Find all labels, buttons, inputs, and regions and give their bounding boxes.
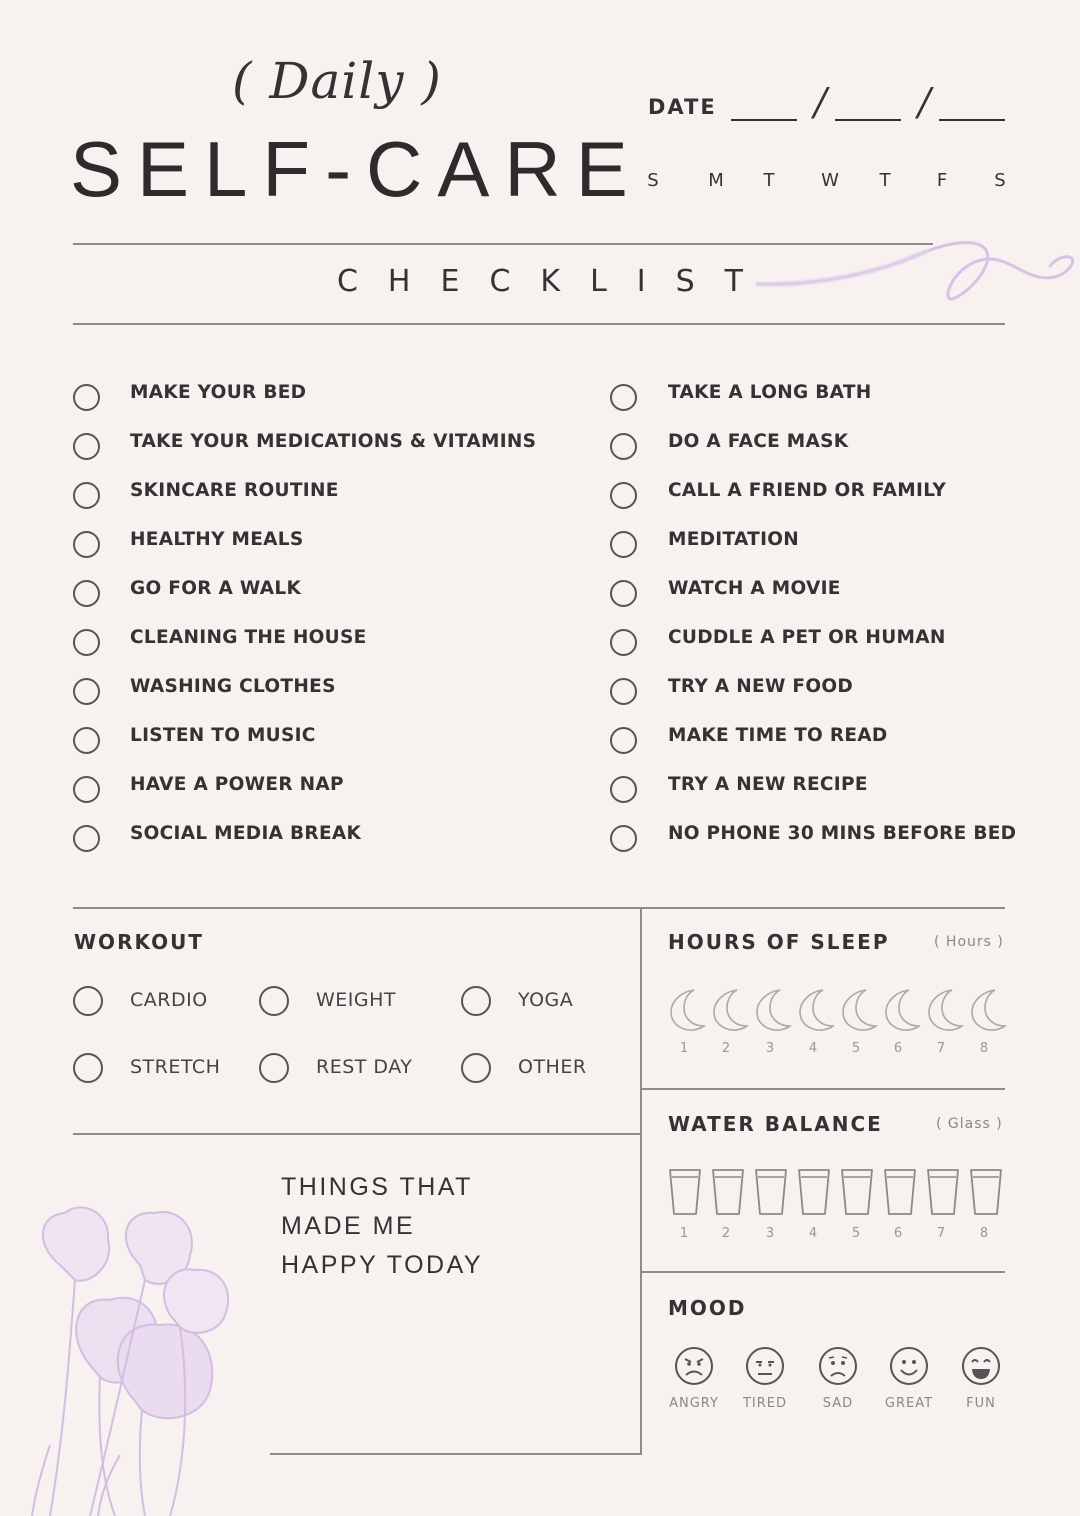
checkbox-left-1[interactable] <box>73 384 100 411</box>
workout-checkbox-stretch[interactable] <box>73 1053 103 1083</box>
checklist-item-label: TAKE YOUR MEDICATIONS & VITAMINS <box>130 431 537 452</box>
daily-heading: ( Daily ) <box>232 52 442 110</box>
glass-icon[interactable] <box>754 1168 788 1216</box>
sad-face-icon[interactable] <box>818 1346 858 1386</box>
workout-option-label: WEIGHT <box>316 989 397 1011</box>
checkbox-right-5[interactable] <box>610 580 637 607</box>
happy-today-prompt <box>281 1168 483 1285</box>
water-glass-number: 8 <box>979 1226 989 1241</box>
sleep-hour-number: 6 <box>893 1041 903 1056</box>
checklist-item-label: TRY A NEW FOOD <box>668 676 854 697</box>
crescent-moon-icon[interactable] <box>668 988 706 1032</box>
water-glass-number: 3 <box>765 1226 775 1241</box>
checkbox-right-3[interactable] <box>610 482 637 509</box>
workout-option-label: OTHER <box>518 1056 587 1078</box>
checklist-heading: CHECKLIST <box>336 264 773 299</box>
glass-icon[interactable] <box>797 1168 831 1216</box>
checkbox-right-7[interactable] <box>610 678 637 705</box>
mood-label-tired: TIRED <box>742 1396 788 1411</box>
checkbox-right-9[interactable] <box>610 776 637 803</box>
weekday-friday[interactable]: F <box>936 170 948 191</box>
water-glass-number: 1 <box>679 1226 689 1241</box>
glass-icon[interactable] <box>969 1168 1003 1216</box>
date-label: DATE <box>648 95 717 119</box>
laughing-face-icon[interactable] <box>961 1346 1001 1386</box>
water-glass-number: 7 <box>936 1226 946 1241</box>
sleep-hour-number: 4 <box>808 1041 818 1056</box>
workout-option-label: REST DAY <box>316 1056 413 1078</box>
sleep-hour-number: 2 <box>721 1041 731 1056</box>
happy-face-icon[interactable] <box>889 1346 929 1386</box>
bottom-rule-top <box>73 907 1005 909</box>
sleep-rule-bottom <box>641 1088 1005 1090</box>
glass-icon[interactable] <box>926 1168 960 1216</box>
checklist-item-label: NO PHONE 30 MINS BEFORE BED <box>668 823 1017 844</box>
tired-face-icon[interactable] <box>745 1346 785 1386</box>
happy-rule-bottom <box>270 1453 642 1455</box>
weekday-sunday[interactable]: S <box>647 170 659 191</box>
workout-option-label: STRETCH <box>130 1056 221 1078</box>
water-title: WATER BALANCE <box>668 1112 883 1136</box>
checkbox-right-2[interactable] <box>610 433 637 460</box>
checklist-item-label: WASHING CLOTHES <box>130 676 336 697</box>
checklist-item-label: MAKE YOUR BED <box>130 382 307 403</box>
checkbox-left-5[interactable] <box>73 580 100 607</box>
mood-label-great: GREAT <box>884 1396 934 1411</box>
mood-label-angry: ANGRY <box>669 1396 719 1411</box>
checkbox-right-4[interactable] <box>610 531 637 558</box>
date-year-field[interactable] <box>939 119 1005 121</box>
mood-title: MOOD <box>668 1296 747 1320</box>
sleep-hour-number: 5 <box>851 1041 861 1056</box>
checkbox-right-6[interactable] <box>610 629 637 656</box>
sleep-hour-number: 3 <box>765 1041 775 1056</box>
happy-line: MADE ME <box>281 1212 416 1240</box>
workout-checkbox-rest-day[interactable] <box>259 1053 289 1083</box>
crescent-moon-icon[interactable] <box>711 988 749 1032</box>
checklist-item-label: DO A FACE MASK <box>668 431 849 452</box>
workout-checkbox-cardio[interactable] <box>73 986 103 1016</box>
checklist-item-label: TAKE A LONG BATH <box>668 382 872 403</box>
water-unit: ( Glass ) <box>936 1116 1003 1132</box>
happy-line: HAPPY TODAY <box>281 1251 484 1279</box>
date-slash: / <box>918 80 931 124</box>
tulip-illustration <box>20 1195 270 1516</box>
weekday-saturday[interactable]: S <box>994 170 1006 191</box>
header-rule-top <box>73 243 933 245</box>
water-glass-number: 5 <box>851 1226 861 1241</box>
checklist-item-label: LISTEN TO MUSIC <box>130 725 316 746</box>
weekday-monday[interactable]: M <box>708 170 724 191</box>
checkbox-left-9[interactable] <box>73 776 100 803</box>
happy-notes-area[interactable] <box>281 1290 631 1440</box>
crescent-moon-icon[interactable] <box>969 988 1007 1032</box>
checklist-item-label: TRY A NEW RECIPE <box>668 774 868 795</box>
workout-checkbox-other[interactable] <box>461 1053 491 1083</box>
workout-option-label: YOGA <box>518 989 574 1011</box>
water-rule-bottom <box>641 1271 1005 1273</box>
checkbox-left-8[interactable] <box>73 727 100 754</box>
checkbox-left-7[interactable] <box>73 678 100 705</box>
checklist-item-label: WATCH A MOVIE <box>668 578 841 599</box>
angry-face-icon[interactable] <box>674 1346 714 1386</box>
workout-rule-bottom <box>73 1133 641 1135</box>
sleep-hour-number: 1 <box>679 1041 689 1056</box>
mood-label-fun: FUN <box>966 1396 996 1411</box>
checkbox-left-3[interactable] <box>73 482 100 509</box>
checkbox-right-8[interactable] <box>610 727 637 754</box>
crescent-moon-icon[interactable] <box>840 988 878 1032</box>
weekday-tuesday[interactable]: T <box>763 170 775 191</box>
sleep-hour-number: 7 <box>936 1041 946 1056</box>
workout-checkbox-weight[interactable] <box>259 986 289 1016</box>
date-slash: / <box>814 80 827 124</box>
checklist-item-label: HEALTHY MEALS <box>130 529 304 550</box>
checkbox-left-6[interactable] <box>73 629 100 656</box>
checkbox-right-10[interactable] <box>610 825 637 852</box>
crescent-moon-icon[interactable] <box>797 988 835 1032</box>
crescent-moon-icon[interactable] <box>754 988 792 1032</box>
checklist-item-label: GO FOR A WALK <box>130 578 302 599</box>
checklist-item-label: HAVE A POWER NAP <box>130 774 344 795</box>
checklist-item-label: SKINCARE ROUTINE <box>130 480 339 501</box>
bottom-divider-vertical <box>640 907 642 1454</box>
glass-icon[interactable] <box>840 1168 874 1216</box>
workout-title: WORKOUT <box>74 930 204 954</box>
glass-icon[interactable] <box>668 1168 702 1216</box>
checklist-item-label: MAKE TIME TO READ <box>668 725 888 746</box>
date-day-field[interactable] <box>731 119 797 121</box>
happy-line: THINGS THAT <box>281 1173 473 1201</box>
checkbox-left-10[interactable] <box>73 825 100 852</box>
checkbox-left-4[interactable] <box>73 531 100 558</box>
sleep-title: HOURS OF SLEEP <box>668 930 890 954</box>
checkbox-left-2[interactable] <box>73 433 100 460</box>
water-glass-number: 6 <box>893 1226 903 1241</box>
glass-icon[interactable] <box>711 1168 745 1216</box>
weekday-thursday[interactable]: T <box>879 170 891 191</box>
date-month-field[interactable] <box>835 119 901 121</box>
page-title: SELF-CARE <box>70 125 643 213</box>
mood-label-sad: SAD <box>822 1396 854 1411</box>
water-glass-number: 4 <box>808 1226 818 1241</box>
checkbox-right-1[interactable] <box>610 384 637 411</box>
workout-option-label: CARDIO <box>130 989 208 1011</box>
checklist-item-label: SOCIAL MEDIA BREAK <box>130 823 362 844</box>
water-glass-number: 2 <box>721 1226 731 1241</box>
header-rule-bottom <box>73 323 1005 325</box>
glass-icon[interactable] <box>883 1168 917 1216</box>
workout-checkbox-yoga[interactable] <box>461 986 491 1016</box>
checklist-item-label: CUDDLE A PET OR HUMAN <box>668 627 946 648</box>
sleep-unit: ( Hours ) <box>934 934 1004 950</box>
crescent-moon-icon[interactable] <box>926 988 964 1032</box>
crescent-moon-icon[interactable] <box>883 988 921 1032</box>
checklist-item-label: MEDITATION <box>668 529 800 550</box>
checklist-item-label: CLEANING THE HOUSE <box>130 627 367 648</box>
sleep-hour-number: 8 <box>979 1041 989 1056</box>
weekday-wednesday[interactable]: W <box>821 170 839 191</box>
checklist-item-label: CALL A FRIEND OR FAMILY <box>668 480 947 501</box>
